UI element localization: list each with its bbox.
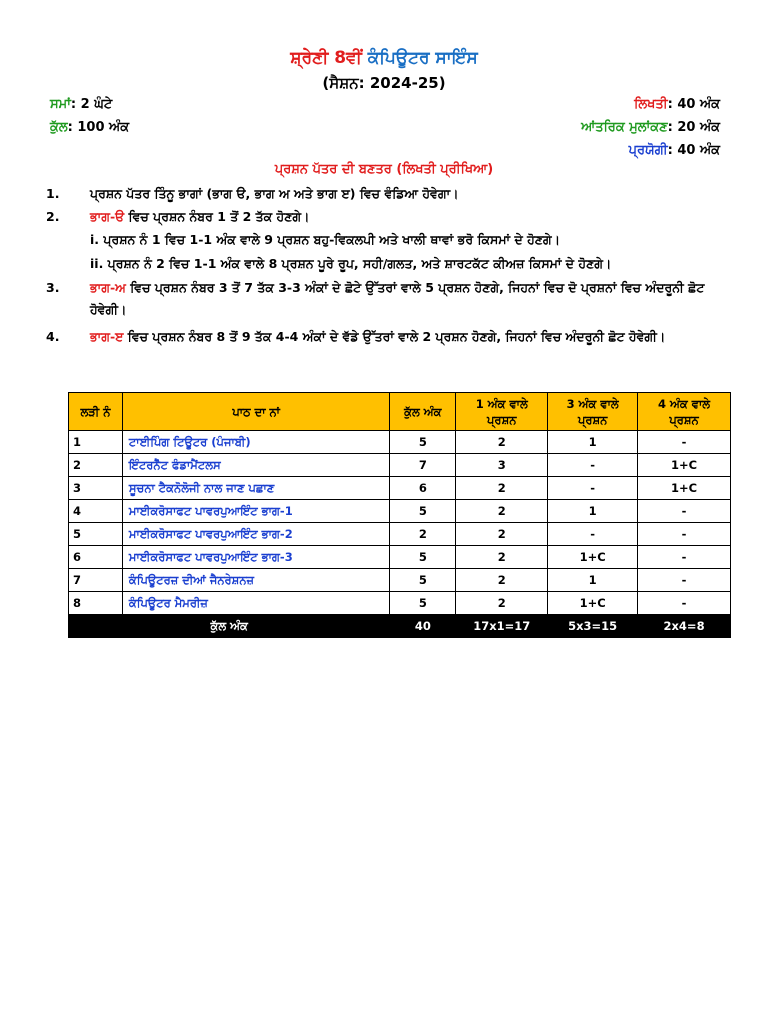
cell-lesson: ਸੂਚਨਾ ਟੈਕਨੋਲੋਜੀ ਨਾਲ ਜਾਣ ਪਛਾਣ <box>122 477 389 500</box>
sub-item: ii. ਪ੍ਰਸ਼ਨ ਨੰ 2 ਵਿਚ 1-1 ਅੰਕ ਵਾਲੇ 8 ਪ੍ਰਸ਼ਨ ਪੂਰੇ ਰੂਪ, ਸਹੀ/ਗਲਤ, ਅਤੇ ਸ਼ਾਰਟਕੱਟ ਕੀਅਜ਼ ਕਿਸਮਾਂ ਦੇ ਹੋਣਗੇ। <box>90 256 612 271</box>
item-text: ਭਾਗ-ੳ ਵਿਚ ਪ੍ਰਸ਼ਨ ਨੰਬਰ 1 ਤੋਂ 2 ਤੱਕ ਹੋਣਗੇ। <box>90 209 310 224</box>
cell-total: 5 <box>390 500 456 523</box>
item-text: ਭਾਗ-ੲ ਵਿਚ ਪ੍ਰਸ਼ਨ ਨੰਬਰ 8 ਤੋਂ 9 ਤੱਕ 4-4 ਅੰਕਾਂ ਦੇ ਵੱਡੇ ਉੱਤਰਾਂ ਵਾਲੇ 2 ਪ੍ਰਸ਼ਨ ਹੋਣਗੇ, ਜਿਹਨਾਂ ਵਿਚ ਅੰਦਰੂਨੀ ਛੋਟ ਹੋਵੇਗੀ। <box>90 329 666 344</box>
internal-value: : 20 ਅੰਕ <box>667 120 720 135</box>
cell-three-mark: - <box>548 477 638 500</box>
total-marks-cell: 40 <box>390 615 456 638</box>
total-label: ਕੁੱਲ <box>50 120 68 135</box>
list-item <box>46 183 736 205</box>
total-three-mark-cell: 5x3=15 <box>548 615 638 638</box>
cell-three-mark: 1 <box>548 569 638 592</box>
header-total: ਕੁੱਲ ਅੰਕ <box>390 393 456 431</box>
cell-one-mark: 2 <box>456 546 548 569</box>
cell-three-mark: 1 <box>548 431 638 454</box>
marks-table <box>68 392 731 638</box>
cell-serial: 2 <box>69 454 123 477</box>
header-lesson: ਪਾਠ ਦਾ ਨਾਂ <box>122 393 389 431</box>
table-row <box>69 523 731 546</box>
internal-label: ਆਂਤਰਿਕ ਮੁਲਾਂਕਣ <box>581 120 668 135</box>
cell-lesson: ਟਾਈਪਿੰਗ ਟਿਊਟਰ (ਪੰਜਾਬੀ) <box>122 431 389 454</box>
table-row <box>69 569 731 592</box>
cell-one-mark: 2 <box>456 569 548 592</box>
practical-info <box>629 143 720 158</box>
item-text: ਪ੍ਰਸ਼ਨ ਪੱਤਰ ਤਿੰਨੂ ਭਾਗਾਂ (ਭਾਗ ੳ, ਭਾਗ ਅ ਅਤੇ ਭਾਗ ੲ) ਵਿਚ ਵੰਡਿਆ ਹੋਵੇਗਾ। <box>90 186 459 201</box>
table-row <box>69 431 731 454</box>
cell-serial: 7 <box>69 569 123 592</box>
cell-three-mark: 1+C <box>548 546 638 569</box>
item-number: 3. <box>46 280 60 295</box>
title-class: ਸ਼੍ਰੇਣੀ 8ਵੀਂ <box>290 48 362 68</box>
table-row <box>69 592 731 615</box>
time-label: ਸਮਾਂ <box>50 97 71 112</box>
cell-lesson: ਮਾਈਕਰੋਸਾਫਟ ਪਾਵਰਪੁਆਇੰਟ ਭਾਗ-2 <box>122 523 389 546</box>
total-one-mark-cell: 17x1=17 <box>456 615 548 638</box>
item-number: 2. <box>46 209 60 224</box>
cell-serial: 1 <box>69 431 123 454</box>
cell-four-mark: 1+C <box>638 477 731 500</box>
cell-serial: 4 <box>69 500 123 523</box>
cell-total: 5 <box>390 546 456 569</box>
cell-lesson: ਇੰਟਰਨੈੱਟ ਫੰਡਾਮੈਂਟਲਸ <box>122 454 389 477</box>
cell-four-mark: - <box>638 500 731 523</box>
cell-serial: 8 <box>69 592 123 615</box>
list-item <box>46 206 736 228</box>
cell-one-mark: 2 <box>456 592 548 615</box>
cell-serial: 6 <box>69 546 123 569</box>
cell-one-mark: 2 <box>456 500 548 523</box>
table-header-row <box>69 393 731 431</box>
cell-total: 5 <box>390 592 456 615</box>
practical-value: : 40 ਅੰਕ <box>667 143 720 158</box>
cell-three-mark: - <box>548 454 638 477</box>
written-label: ਲਿਖਤੀ <box>634 97 668 112</box>
header-serial: ਲੜੀ ਨੰ <box>69 393 123 431</box>
session-label: (ਸੈਸ਼ਨ: 2024-25) <box>322 74 446 92</box>
list-item <box>46 326 736 370</box>
header-three-mark: 3 ਅੰਕ ਵਾਲੇ ਪ੍ਰਸ਼ਨ <box>548 393 638 431</box>
cell-serial: 5 <box>69 523 123 546</box>
cell-total: 6 <box>390 477 456 500</box>
cell-three-mark: - <box>548 523 638 546</box>
cell-total: 5 <box>390 569 456 592</box>
total-info <box>50 120 129 135</box>
cell-serial: 3 <box>69 477 123 500</box>
cell-four-mark: - <box>638 523 731 546</box>
document-title <box>0 48 768 68</box>
header-one-mark: 1 ਅੰਕ ਵਾਲੇ ਪ੍ਰਸ਼ਨ <box>456 393 548 431</box>
cell-one-mark: 3 <box>456 454 548 477</box>
header-four-mark: 4 ਅੰਕ ਵਾਲੇ ਪ੍ਰਸ਼ਨ <box>638 393 731 431</box>
cell-one-mark: 2 <box>456 477 548 500</box>
total-label-cell: ਕੁੱਲ ਅੰਕ <box>69 615 390 638</box>
cell-three-mark: 1+C <box>548 592 638 615</box>
cell-four-mark: - <box>638 546 731 569</box>
table-row <box>69 477 731 500</box>
cell-four-mark: 1+C <box>638 454 731 477</box>
cell-one-mark: 2 <box>456 523 548 546</box>
total-value: : 100 ਅੰਕ <box>67 120 130 135</box>
total-four-mark-cell: 2x4=8 <box>638 615 731 638</box>
sub-item: i. ਪ੍ਰਸ਼ਨ ਨੰ 1 ਵਿਚ 1-1 ਅੰਕ ਵਾਲੇ 9 ਪ੍ਰਸ਼ਨ ਬਹੁ-ਵਿਕਲਪੀ ਅਤੇ ਖਾਲੀ ਥਾਵਾਂ ਭਰੋ ਕਿਸਮਾਂ ਦੇ ਹੋਣਗੇ। <box>90 232 561 247</box>
internal-info <box>581 120 720 135</box>
cell-total: 7 <box>390 454 456 477</box>
cell-three-mark: 1 <box>548 500 638 523</box>
written-value: : 40 ਅੰਕ <box>667 97 720 112</box>
table-row <box>69 500 731 523</box>
time-value: : 2 ਘੰਟੇ <box>70 97 113 112</box>
time-info <box>50 97 112 112</box>
cell-lesson: ਕੰਪਿਊਟਰ ਮੈਮਰੀਜ਼ <box>122 592 389 615</box>
written-info <box>634 97 720 112</box>
item-number: 4. <box>46 329 60 344</box>
cell-total: 2 <box>390 523 456 546</box>
practical-label: ਪ੍ਰਯੋਗੀ <box>628 143 668 158</box>
table-total-row <box>69 615 731 638</box>
item-number: 1. <box>46 186 60 201</box>
cell-four-mark: - <box>638 569 731 592</box>
structure-heading: ਪ੍ਰਸ਼ਨ ਪੱਤਰ ਦੀ ਬਣਤਰ (ਲਿਖਤੀ ਪ੍ਰੀਖਿਆ) <box>274 162 494 177</box>
list-item <box>46 277 736 321</box>
cell-four-mark: - <box>638 592 731 615</box>
cell-lesson: ਮਾਈਕਰੋਸਾਫਟ ਪਾਵਰਪੁਆਇੰਟ ਭਾਗ-1 <box>122 500 389 523</box>
title-subject: ਕੰਪਿਊਟਰ ਸਾਇੰਸ <box>367 48 478 68</box>
cell-four-mark: - <box>638 431 731 454</box>
cell-total: 5 <box>390 431 456 454</box>
table-row <box>69 454 731 477</box>
cell-lesson: ਮਾਈਕਰੋਸਾਫਟ ਪਾਵਰਪੁਆਇੰਟ ਭਾਗ-3 <box>122 546 389 569</box>
cell-one-mark: 2 <box>456 431 548 454</box>
cell-lesson: ਕੰਪਿਊਟਰਜ਼ ਦੀਆਂ ਜੈਨਰੇਸ਼ਨਜ਼ <box>122 569 389 592</box>
item-text: ਭਾਗ-ਅ ਵਿਚ ਪ੍ਰਸ਼ਨ ਨੰਬਰ 3 ਤੋਂ 7 ਤੱਕ 3-3 ਅੰਕਾਂ ਦੇ ਛੋਟੇ ਉੱਤਰਾਂ ਵਾਲੇ 5 ਪ੍ਰਸ਼ਨ ਹੋਣਗੇ, ਜਿਹਨਾਂ ਵਿਚ ਦੋ ਪ੍ਰਸ਼ਨਾਂ ਵਿਚ ਅੰਦਰੂਨੀ ਛੋਟ ਹੋਵੇਗੀ। <box>90 280 705 317</box>
table-row <box>69 546 731 569</box>
